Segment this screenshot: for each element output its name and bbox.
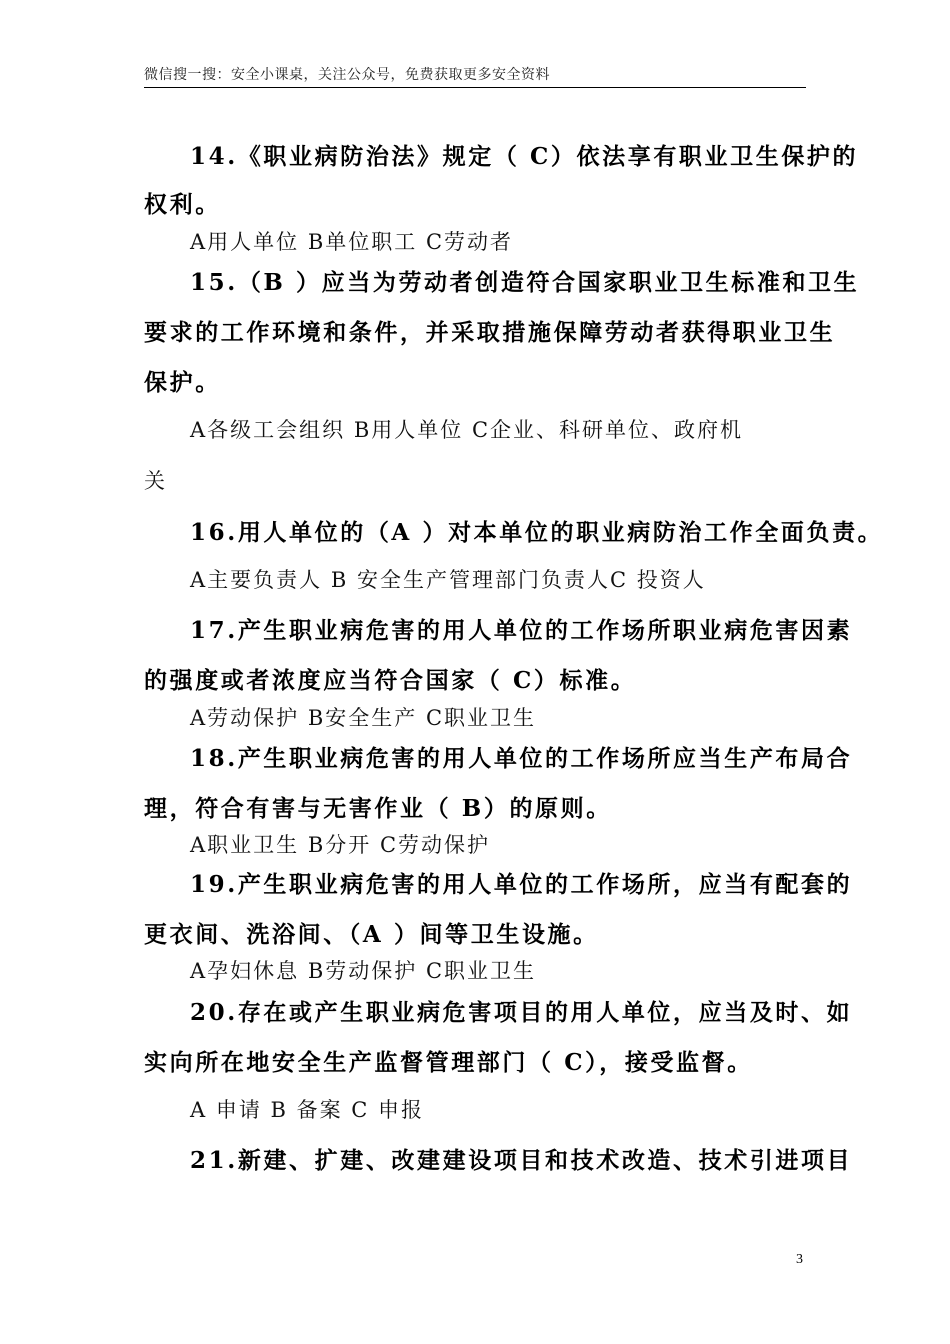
- question-19-line-2: 更衣间、洗浴间、（A ）间等卫生设施。: [144, 921, 599, 948]
- question-15-options-line-2: 关: [144, 469, 167, 493]
- question-20-line-1: 20.存在或产生职业病危害项目的用人单位，应当及时、如: [190, 999, 853, 1026]
- question-18-options: A职业卫生 B分开 C劳动保护: [190, 833, 491, 857]
- page-header: 微信搜一搜：安全小课桌，关注公众号，免费获取更多安全资料: [144, 64, 806, 88]
- question-18-line-1: 18.产生职业病危害的用人单位的工作场所应当生产布局合: [190, 745, 853, 772]
- question-16-line-1: 16.用人单位的（A ）对本单位的职业病防治工作全面负责。: [190, 519, 884, 546]
- question-15-options-line-1: A各级工会组织 B用人单位 C企业、科研单位、政府机: [190, 418, 744, 442]
- question-18-line-2: 理，符合有害与无害作业（ B）的原则。: [144, 795, 612, 822]
- question-19-options: A孕妇休息 B劳动保护 C职业卫生: [190, 959, 537, 983]
- question-21-line-1: 21.新建、扩建、改建建设项目和技术改造、技术引进项目: [190, 1147, 853, 1174]
- question-19-line-1: 19.产生职业病危害的用人单位的工作场所，应当有配套的: [190, 871, 853, 898]
- question-20-options: A 申请 B 备案 C 申报: [190, 1098, 425, 1122]
- question-20-line-2: 实向所在地安全生产监督管理部门（ C），接受监督。: [144, 1049, 753, 1076]
- question-15-line-1: 15.（B ）应当为劳动者创造符合国家职业卫生标准和卫生: [190, 269, 860, 296]
- question-15-line-3: 保护。: [144, 369, 221, 396]
- question-17-options: A劳动保护 B安全生产 C职业卫生: [190, 706, 537, 730]
- question-14-line-1: 14.《职业病防治法》规定（ C）依法享有职业卫生保护的: [190, 143, 859, 170]
- question-14-options: A用人单位 B单位职工 C劳动者: [190, 230, 514, 254]
- page-number: 3: [796, 1252, 803, 1267]
- question-15-line-2: 要求的工作环境和条件，并采取措施保障劳动者获得职业卫生: [144, 319, 836, 346]
- question-16-options: A主要负责人 B 安全生产管理部门负责人C 投资人: [190, 568, 706, 592]
- question-14-line-2: 权利。: [144, 191, 221, 218]
- question-17-line-1: 17.产生职业病危害的用人单位的工作场所职业病危害因素: [190, 617, 853, 644]
- question-17-line-2: 的强度或者浓度应当符合国家（ C）标准。: [144, 667, 637, 694]
